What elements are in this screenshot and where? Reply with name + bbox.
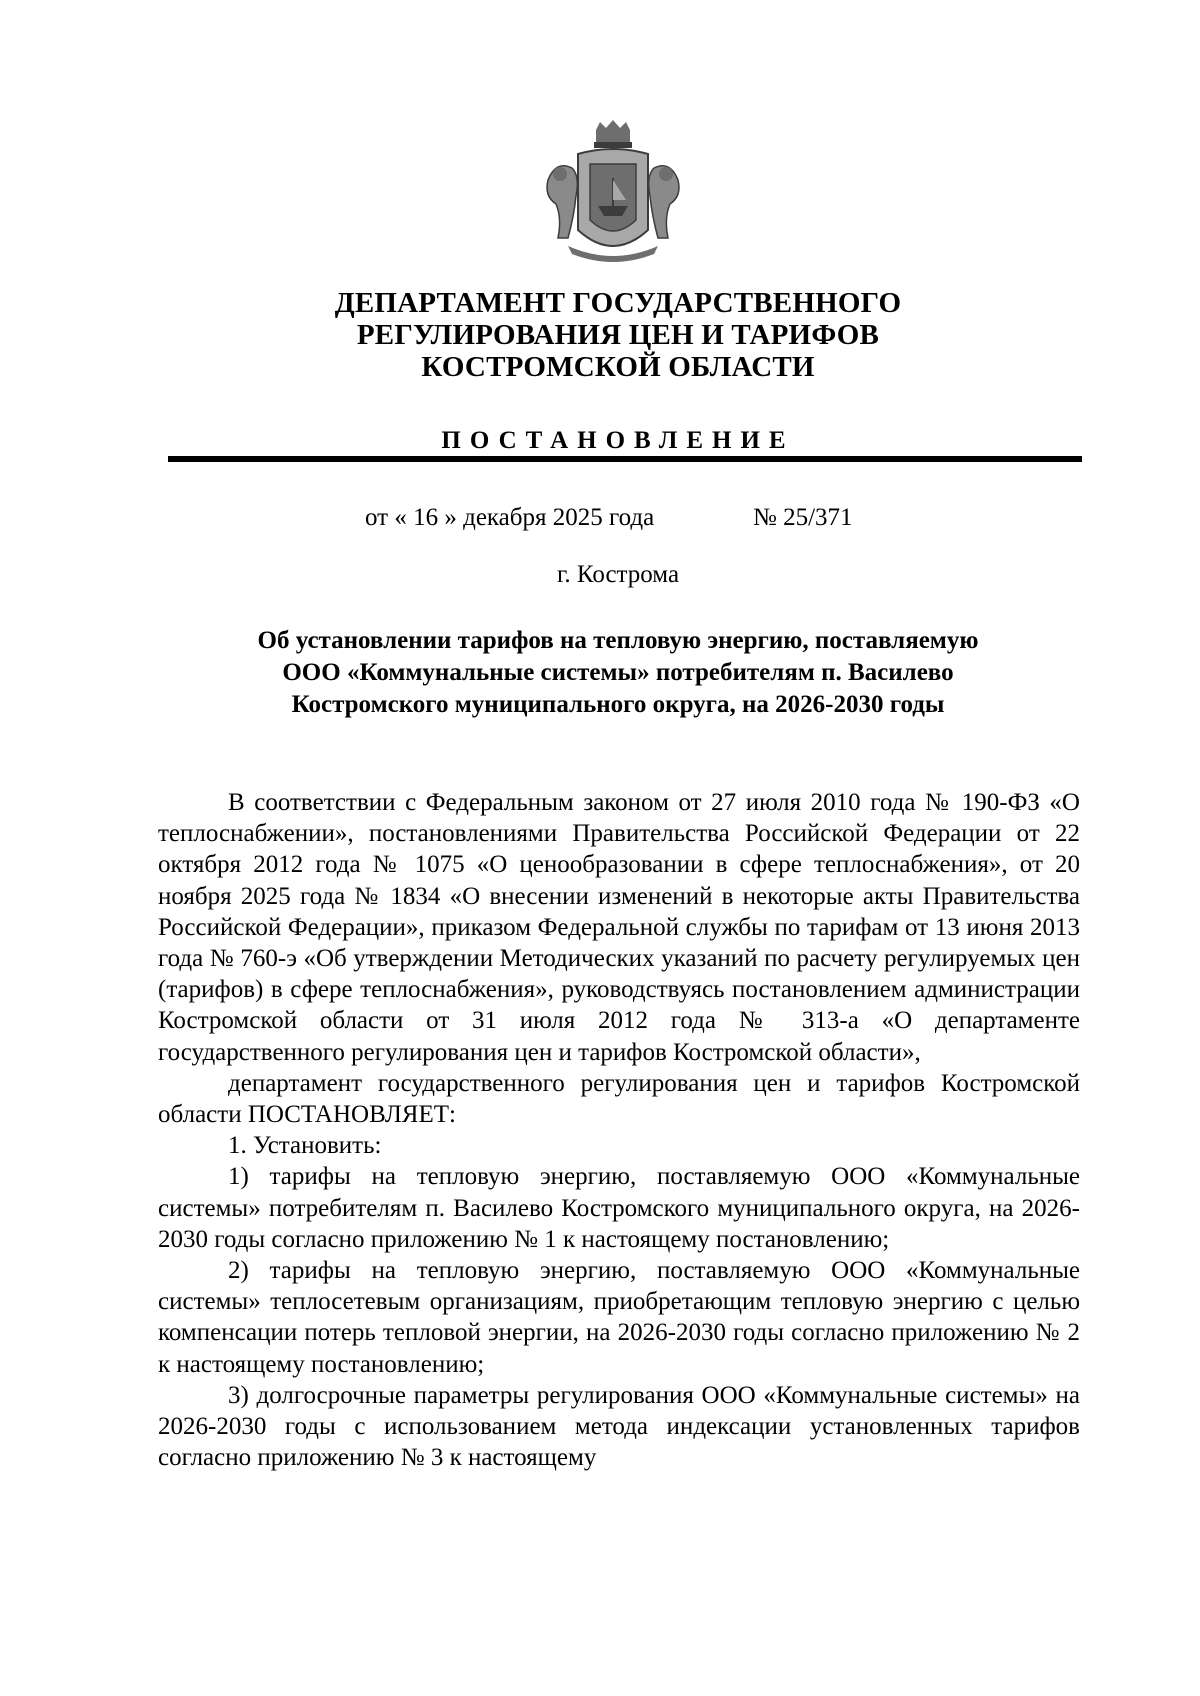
document-city: г. Кострома (556, 561, 680, 588)
document-date: от « 16 » декабря 2025 года (365, 504, 655, 531)
body-paragraph: В соответствии с Федеральным законом от 27 июля 2010 года № 190-ФЗ «О теплоснабжении», постановлениями Правительства Российской Федерации от 22 октября 2012 года № 1075 «О ценообразовании в сфере теплоснабжения», от 20 ноября 2025 года № 1834 «О внесении изменений в некоторые акты Правительства Российской Федерации», приказом Федеральной службы по тарифам от 13 июня 2013 года № 760-э «Об утверждении Методических указаний по расчету регулируемых цен (тарифов) в сфере теплоснабжения», руководствуясь постановлением администрации Костромской области от 31 июля 2012 года № 313-а «О департаменте государственного регулирования цен и тарифов Костромской области», (158, 789, 1080, 1066)
document-type-title: ПОСТАНОВЛЕНИЕ (441, 427, 795, 454)
body-paragraph: 3) долгосрочные параметры регулирования ООО «Коммунальные системы» на 2026-2030 годы с использованием метода индексации установленных тарифов согласно приложению № 3 к настоящему (158, 1381, 1080, 1472)
body-paragraph: 2) тарифы на тепловую энергию, поставляемую ООО «Коммунальные системы» теплосетевым организациям, приобретающим тепловую энергию с целью компенсации потерь тепловой энергии, на 2026-2030 годы согласно приложению № 2 к настоящему постановлению; (158, 1257, 1080, 1378)
document-body (158, 787, 1080, 1473)
subject-line: ООО «Коммунальные системы» потребителям п. Василево (282, 659, 954, 686)
body-paragraph: 1. Установить: (228, 1132, 382, 1160)
body-paragraph: департамент государственного регулирования цен и тарифов Костромской области ПОСТАНОВЛЯЕТ: (158, 1069, 1080, 1129)
department-name (0, 287, 1200, 383)
subject-line: Костромского муниципального округа, на 2026-2030 годы (291, 691, 945, 718)
department-line: РЕГУЛИРОВАНИЯ ЦЕН И ТАРИФОВ (356, 319, 880, 351)
coat-of-arms-icon (538, 120, 688, 270)
document-number: № 25/371 (753, 504, 853, 531)
header-divider (168, 456, 1082, 462)
department-line: КОСТРОМСКОЙ ОБЛАСТИ (421, 351, 815, 383)
body-paragraph: 1) тарифы на тепловую энергию, поставляемую ООО «Коммунальные системы» потребителям п. Василево Костромского муниципального округа, на 2026-2030 годы согласно приложению № 1 к настоящему постановлению; (158, 1163, 1080, 1253)
subject-line: Об установлении тарифов на тепловую энергию, поставляемую (257, 627, 979, 654)
department-line: ДЕПАРТАМЕНТ ГОСУДАРСТВЕННОГО (334, 287, 902, 319)
document-subject (0, 625, 1200, 721)
